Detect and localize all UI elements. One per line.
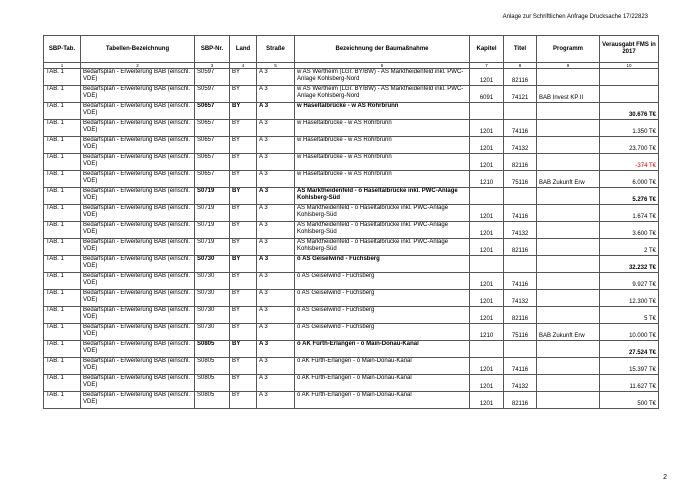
cell-verausgabt: 15.397 T€ — [600, 358, 659, 375]
cell-sbp-nr: S0597 — [195, 69, 230, 86]
cell-titel: 74116 — [504, 120, 537, 137]
cell-programm — [537, 103, 600, 120]
cell-sbp-tab: TAB. 1 — [44, 341, 81, 358]
cell-baumassnahme: AS Marktheidenfeld - ö Haseltalbrücke inkl. PWC-Anlage Kohlsberg-Süd — [295, 239, 470, 256]
cell-tabellen-bezeichnung: Bedarfsplan - Erweiterung BAB (einschl. VDE) — [81, 69, 195, 86]
cell-sbp-tab: TAB. 1 — [44, 103, 81, 120]
cell-sbp-nr: S0657 — [195, 120, 230, 137]
col-number: 2 — [81, 63, 195, 69]
cell-titel: 74121 — [504, 86, 537, 103]
cell-sbp-tab: TAB. 1 — [44, 307, 81, 324]
table-row — [44, 290, 659, 307]
col-header-tabellen-bezeichnung: Tabellen-Bezeichnung — [81, 36, 195, 63]
cell-programm — [537, 205, 600, 222]
cell-verausgabt: 1.350 T€ — [600, 120, 659, 137]
cell-titel: 74132 — [504, 290, 537, 307]
cell-tabellen-bezeichnung: Bedarfsplan - Erweiterung BAB (einschl. VDE) — [81, 375, 195, 392]
cell-sbp-nr: S0805 — [195, 358, 230, 375]
table-row — [44, 137, 659, 154]
cell-kapitel: 1201 — [470, 222, 504, 239]
cell-baumassnahme: w Haseltalbrücke - w AS Rohrbrunn — [295, 171, 470, 188]
cell-sbp-tab: TAB. 1 — [44, 239, 81, 256]
cell-titel: 74116 — [504, 205, 537, 222]
cell-titel: 74116 — [504, 273, 537, 290]
cell-sbp-tab: TAB. 1 — [44, 171, 81, 188]
cell-baumassnahme: ö AS Geiselwind - Fuchsberg — [295, 324, 470, 341]
cell-tabellen-bezeichnung: Bedarfsplan - Erweiterung BAB (einschl. VDE) — [81, 86, 195, 103]
cell-sbp-tab: TAB. 1 — [44, 188, 81, 205]
cell-kapitel: 1210 — [470, 171, 504, 188]
table-row — [44, 205, 659, 222]
cell-strasse: A 3 — [257, 307, 295, 324]
cell-programm — [537, 290, 600, 307]
cell-sbp-nr: S0657 — [195, 137, 230, 154]
table-group-row — [44, 188, 659, 205]
cell-sbp-tab: TAB. 1 — [44, 324, 81, 341]
cell-tabellen-bezeichnung: Bedarfsplan - Erweiterung BAB (einschl. VDE) — [81, 103, 195, 120]
cell-strasse: A 3 — [257, 188, 295, 205]
cell-titel: 74116 — [504, 358, 537, 375]
col-number: 8 — [504, 63, 537, 69]
cell-land: BY — [230, 137, 257, 154]
cell-sbp-nr: S0719 — [195, 205, 230, 222]
cell-programm — [537, 120, 600, 137]
cell-sbp-nr: S0805 — [195, 341, 230, 358]
cell-strasse: A 3 — [257, 120, 295, 137]
cell-programm: BAB Zukunft Erw — [537, 171, 600, 188]
col-number: 6 — [295, 63, 470, 69]
table-row — [44, 86, 659, 103]
page-number: 2 — [663, 474, 667, 481]
cell-programm — [537, 222, 600, 239]
col-number: 4 — [230, 63, 257, 69]
cell-land: BY — [230, 103, 257, 120]
cell-programm — [537, 358, 600, 375]
cell-sbp-tab: TAB. 1 — [44, 358, 81, 375]
cell-sbp-tab: TAB. 1 — [44, 375, 81, 392]
cell-strasse: A 3 — [257, 205, 295, 222]
cell-sbp-nr: S0730 — [195, 290, 230, 307]
table-row — [44, 239, 659, 256]
cell-verausgabt: 10.000 T€ — [600, 324, 659, 341]
cell-strasse: A 3 — [257, 137, 295, 154]
cell-programm — [537, 273, 600, 290]
cell-verausgabt: -374 T€ — [600, 154, 659, 171]
cell-sbp-nr: S0805 — [195, 375, 230, 392]
cell-sbp-nr: S0719 — [195, 222, 230, 239]
cell-programm: BAB Invest KP II — [537, 86, 600, 103]
cell-strasse: A 3 — [257, 392, 295, 409]
cell-kapitel: 1201 — [470, 375, 504, 392]
cell-strasse: A 3 — [257, 256, 295, 273]
col-header-sbp-nr: SBP-Nr. — [195, 36, 230, 63]
cell-sbp-tab: TAB. 1 — [44, 154, 81, 171]
cell-strasse: A 3 — [257, 171, 295, 188]
cell-programm — [537, 341, 600, 358]
col-header-baumassnahme: Bezeichnung der Baumaßnahme — [295, 36, 470, 63]
cell-land: BY — [230, 375, 257, 392]
cell-verausgabt: 6.000 T€ — [600, 171, 659, 188]
cell-strasse: A 3 — [257, 239, 295, 256]
cell-verausgabt: 5 T€ — [600, 307, 659, 324]
cell-tabellen-bezeichnung: Bedarfsplan - Erweiterung BAB (einschl. VDE) — [81, 358, 195, 375]
cell-sbp-nr: S0730 — [195, 256, 230, 273]
cell-kapitel: 1201 — [470, 307, 504, 324]
cell-strasse: A 3 — [257, 341, 295, 358]
table-group-row — [44, 341, 659, 358]
cell-sbp-tab: TAB. 1 — [44, 273, 81, 290]
col-header-programm: Programm — [537, 36, 600, 63]
cell-verausgabt: 9.927 T€ — [600, 273, 659, 290]
cell-titel: 82116 — [504, 307, 537, 324]
document-header-note: Anlage zur Schriftlichen Anfrage Drucksache 17/22823 — [502, 14, 648, 20]
cell-land: BY — [230, 239, 257, 256]
cell-baumassnahme: w Haseltalbrücke - w AS Rohrbrunn — [295, 103, 470, 120]
cell-land: BY — [230, 341, 257, 358]
cell-kapitel: 1201 — [470, 273, 504, 290]
cell-strasse: A 3 — [257, 324, 295, 341]
cell-sbp-tab: TAB. 1 — [44, 392, 81, 409]
cell-titel: 74132 — [504, 375, 537, 392]
cell-sbp-tab: TAB. 1 — [44, 222, 81, 239]
cell-verausgabt: 1.674 T€ — [600, 205, 659, 222]
table-header-row — [44, 36, 659, 63]
table-row — [44, 69, 659, 86]
cell-baumassnahme: ö AK Fürth-Erlangen - ö Main-Donau-Kanal — [295, 341, 470, 358]
cell-land: BY — [230, 358, 257, 375]
cell-baumassnahme: ö AK Fürth-Erlangen - ö Main-Donau-Kanal — [295, 358, 470, 375]
cell-programm — [537, 69, 600, 86]
table-body — [44, 69, 659, 409]
cell-land: BY — [230, 256, 257, 273]
cell-kapitel — [470, 341, 504, 358]
cell-strasse: A 3 — [257, 69, 295, 86]
cell-land: BY — [230, 307, 257, 324]
cell-baumassnahme: AS Marktheidenfeld - ö Haseltalbrücke inkl. PWC-Anlage Kohlsberg-Süd — [295, 222, 470, 239]
table-row — [44, 154, 659, 171]
cell-baumassnahme: AS Marktheidenfeld - ö Haseltalbrücke inkl. PWC-Anlage Kohlsberg-Süd — [295, 188, 470, 205]
cell-programm: BAB Zukunft Erw — [537, 324, 600, 341]
cell-land: BY — [230, 154, 257, 171]
table-row — [44, 307, 659, 324]
cell-tabellen-bezeichnung: Bedarfsplan - Erweiterung BAB (einschl. VDE) — [81, 324, 195, 341]
cell-programm — [537, 188, 600, 205]
cell-land: BY — [230, 222, 257, 239]
cell-kapitel — [470, 103, 504, 120]
cell-baumassnahme: w Haseltalbrücke - w AS Rohrbrunn — [295, 137, 470, 154]
cell-programm — [537, 256, 600, 273]
cell-baumassnahme: ö AS Geiselwind - Fuchsberg — [295, 290, 470, 307]
cell-sbp-tab: TAB. 1 — [44, 290, 81, 307]
cell-kapitel: 1201 — [470, 239, 504, 256]
cell-verausgabt: 32.232 T€ — [600, 256, 659, 273]
col-header-land: Land — [230, 36, 257, 63]
cell-verausgabt: 5.276 T€ — [600, 188, 659, 205]
cell-kapitel — [470, 256, 504, 273]
cell-sbp-tab: TAB. 1 — [44, 256, 81, 273]
cell-strasse: A 3 — [257, 358, 295, 375]
table-row — [44, 392, 659, 409]
cell-kapitel: 6091 — [470, 86, 504, 103]
cell-tabellen-bezeichnung: Bedarfsplan - Erweiterung BAB (einschl. VDE) — [81, 171, 195, 188]
cell-kapitel: 1201 — [470, 392, 504, 409]
cell-programm — [537, 154, 600, 171]
col-header-sbp-tab: SBP-Tab. — [44, 36, 81, 63]
col-number: 3 — [195, 63, 230, 69]
cell-tabellen-bezeichnung: Bedarfsplan - Erweiterung BAB (einschl. VDE) — [81, 307, 195, 324]
table-row — [44, 171, 659, 188]
col-header-verausgabt: Verausgabt FMS in 2017 — [600, 36, 659, 63]
col-header-strasse: Straße — [257, 36, 295, 63]
funding-table — [43, 35, 659, 409]
cell-tabellen-bezeichnung: Bedarfsplan - Erweiterung BAB (einschl. VDE) — [81, 205, 195, 222]
cell-verausgabt: 30.676 T€ — [600, 103, 659, 120]
cell-land: BY — [230, 171, 257, 188]
cell-tabellen-bezeichnung: Bedarfsplan - Erweiterung BAB (einschl. VDE) — [81, 273, 195, 290]
cell-titel — [504, 103, 537, 120]
cell-titel — [504, 256, 537, 273]
cell-verausgabt: 23.700 T€ — [600, 137, 659, 154]
cell-kapitel: 1201 — [470, 137, 504, 154]
cell-baumassnahme: w AS Wertheim (LGr. BY/BW) - AS Marktheidenfeld inkl. PWC-Anlage Kohlsberg-Nord — [295, 86, 470, 103]
col-number: 1 — [44, 63, 81, 69]
cell-tabellen-bezeichnung: Bedarfsplan - Erweiterung BAB (einschl. VDE) — [81, 341, 195, 358]
cell-baumassnahme: AS Marktheidenfeld - ö Haseltalbrücke inkl. PWC-Anlage Kohlsberg-Süd — [295, 205, 470, 222]
cell-land: BY — [230, 205, 257, 222]
cell-strasse: A 3 — [257, 154, 295, 171]
cell-kapitel: 1201 — [470, 205, 504, 222]
cell-baumassnahme: ö AS Geiselwind - Fuchsberg — [295, 256, 470, 273]
cell-verausgabt: 3.600 T€ — [600, 222, 659, 239]
cell-strasse: A 3 — [257, 273, 295, 290]
table-row — [44, 222, 659, 239]
cell-strasse: A 3 — [257, 86, 295, 103]
cell-tabellen-bezeichnung: Bedarfsplan - Erweiterung BAB (einschl. VDE) — [81, 120, 195, 137]
cell-kapitel: 1201 — [470, 154, 504, 171]
cell-kapitel: 1201 — [470, 358, 504, 375]
cell-strasse: A 3 — [257, 222, 295, 239]
cell-tabellen-bezeichnung: Bedarfsplan - Erweiterung BAB (einschl. VDE) — [81, 154, 195, 171]
cell-baumassnahme: w Haseltalbrücke - w AS Rohrbrunn — [295, 120, 470, 137]
cell-sbp-tab: TAB. 1 — [44, 120, 81, 137]
cell-sbp-tab: TAB. 1 — [44, 137, 81, 154]
col-header-kapitel: Kapitel — [470, 36, 504, 63]
cell-land: BY — [230, 290, 257, 307]
cell-verausgabt: 27.524 T€ — [600, 341, 659, 358]
cell-tabellen-bezeichnung: Bedarfsplan - Erweiterung BAB (einschl. VDE) — [81, 137, 195, 154]
cell-tabellen-bezeichnung: Bedarfsplan - Erweiterung BAB (einschl. VDE) — [81, 290, 195, 307]
cell-sbp-nr: S0730 — [195, 307, 230, 324]
cell-verausgabt: 11.627 T€ — [600, 375, 659, 392]
cell-sbp-nr: S0719 — [195, 239, 230, 256]
col-header-titel: Titel — [504, 36, 537, 63]
cell-tabellen-bezeichnung: Bedarfsplan - Erweiterung BAB (einschl. VDE) — [81, 222, 195, 239]
cell-land: BY — [230, 188, 257, 205]
cell-verausgabt: 12.300 T€ — [600, 290, 659, 307]
cell-tabellen-bezeichnung: Bedarfsplan - Erweiterung BAB (einschl. VDE) — [81, 256, 195, 273]
table-row — [44, 120, 659, 137]
cell-titel: 75116 — [504, 171, 537, 188]
cell-titel — [504, 341, 537, 358]
table-row — [44, 375, 659, 392]
cell-kapitel: 1201 — [470, 120, 504, 137]
col-number: 10 — [600, 63, 659, 69]
col-number: 5 — [257, 63, 295, 69]
table-row — [44, 273, 659, 290]
cell-titel: 74132 — [504, 137, 537, 154]
cell-sbp-nr: S0657 — [195, 103, 230, 120]
cell-programm — [537, 137, 600, 154]
cell-sbp-nr: S0805 — [195, 392, 230, 409]
cell-sbp-nr: S0730 — [195, 273, 230, 290]
cell-tabellen-bezeichnung: Bedarfsplan - Erweiterung BAB (einschl. VDE) — [81, 239, 195, 256]
cell-land: BY — [230, 120, 257, 137]
cell-baumassnahme: ö AK Fürth-Erlangen - ö Main-Donau-Kanal — [295, 392, 470, 409]
cell-titel: 82116 — [504, 392, 537, 409]
cell-sbp-nr: S0657 — [195, 171, 230, 188]
cell-kapitel: 1201 — [470, 290, 504, 307]
table-row — [44, 358, 659, 375]
cell-programm — [537, 307, 600, 324]
col-number: 7 — [470, 63, 504, 69]
cell-sbp-tab: TAB. 1 — [44, 69, 81, 86]
cell-sbp-tab: TAB. 1 — [44, 205, 81, 222]
cell-baumassnahme: ö AS Geiselwind - Fuchsberg — [295, 273, 470, 290]
cell-programm — [537, 392, 600, 409]
table-group-row — [44, 103, 659, 120]
cell-sbp-nr: S0597 — [195, 86, 230, 103]
cell-land: BY — [230, 273, 257, 290]
cell-verausgabt — [600, 69, 659, 86]
table-group-row — [44, 256, 659, 273]
cell-kapitel: 1210 — [470, 324, 504, 341]
cell-programm — [537, 375, 600, 392]
cell-verausgabt: 2 T€ — [600, 239, 659, 256]
cell-baumassnahme: w AS Wertheim (LGr. BY/BW) - AS Marktheidenfeld inkl. PWC-Anlage Kohlsberg-Nord — [295, 69, 470, 86]
col-number: 9 — [537, 63, 600, 69]
cell-programm — [537, 239, 600, 256]
cell-strasse: A 3 — [257, 375, 295, 392]
cell-land: BY — [230, 86, 257, 103]
cell-sbp-nr: S0657 — [195, 154, 230, 171]
cell-land: BY — [230, 392, 257, 409]
cell-land: BY — [230, 324, 257, 341]
cell-titel — [504, 188, 537, 205]
cell-sbp-tab: TAB. 1 — [44, 86, 81, 103]
cell-verausgabt: 500 T€ — [600, 392, 659, 409]
cell-sbp-nr: S0730 — [195, 324, 230, 341]
cell-kapitel — [470, 188, 504, 205]
cell-kapitel: 1201 — [470, 69, 504, 86]
cell-titel: 82116 — [504, 154, 537, 171]
cell-titel: 74132 — [504, 222, 537, 239]
cell-titel: 82116 — [504, 69, 537, 86]
cell-verausgabt — [600, 86, 659, 103]
cell-tabellen-bezeichnung: Bedarfsplan - Erweiterung BAB (einschl. VDE) — [81, 392, 195, 409]
cell-sbp-nr: S0719 — [195, 188, 230, 205]
table-row — [44, 324, 659, 341]
cell-baumassnahme: ö AS Geiselwind - Fuchsberg — [295, 307, 470, 324]
cell-titel: 75116 — [504, 324, 537, 341]
cell-baumassnahme: w Haseltalbrücke - w AS Rohrbrunn — [295, 154, 470, 171]
cell-strasse: A 3 — [257, 290, 295, 307]
cell-land: BY — [230, 69, 257, 86]
cell-baumassnahme: ö AK Fürth-Erlangen - ö Main-Donau-Kanal — [295, 375, 470, 392]
cell-tabellen-bezeichnung: Bedarfsplan - Erweiterung BAB (einschl. VDE) — [81, 188, 195, 205]
cell-titel: 82116 — [504, 239, 537, 256]
cell-strasse: A 3 — [257, 103, 295, 120]
